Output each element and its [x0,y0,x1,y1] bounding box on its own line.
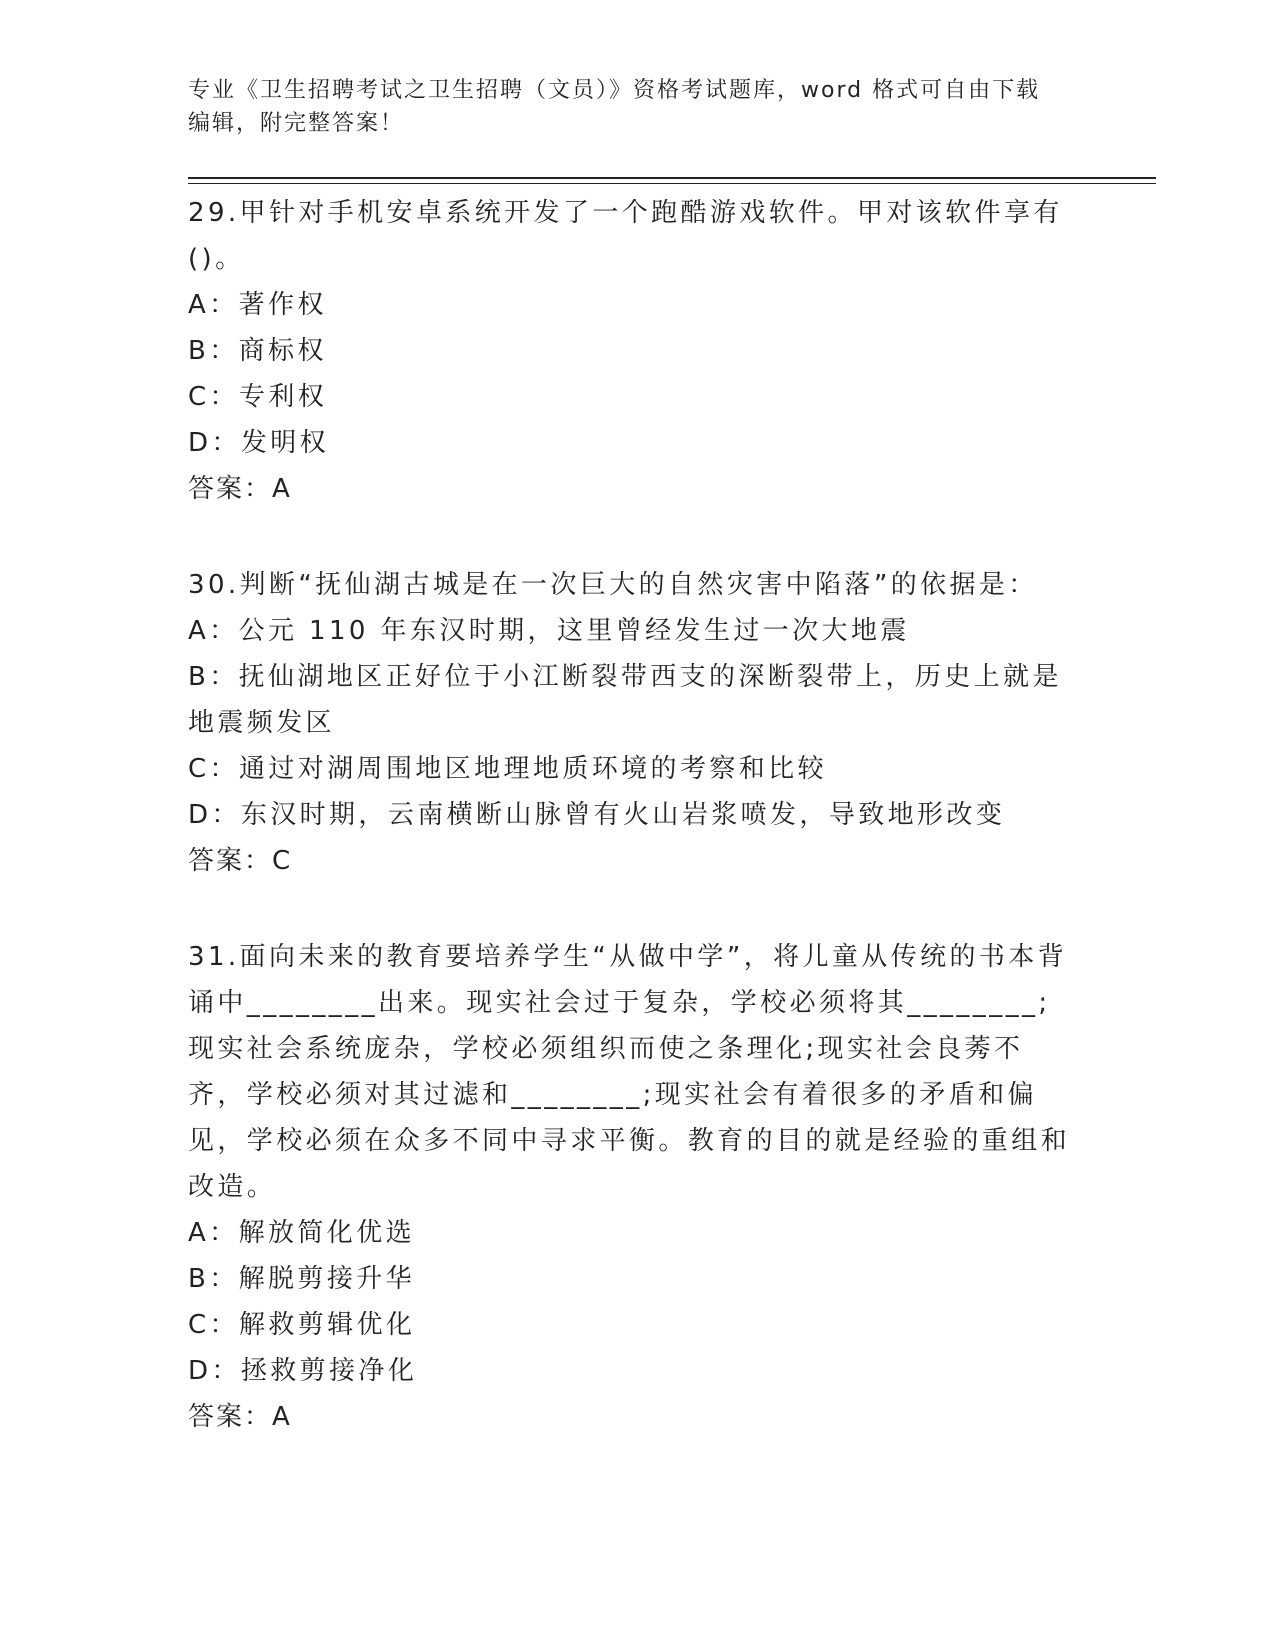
question-stem: 31.面向未来的教育要培养学生“从做中学”，将儿童从传统的书本背诵中________出来。现实社会过于复杂，学校必须将其________;现实社会系统庞杂，学校必须组织而使之条理化;现实社会良莠不齐，学校必须对其过滤和________;现实社会有着很多的矛盾和偏见，学校必须在众多不同中寻求平衡。教育的目的就是经验的重组和改造。 [188,942,1071,1202]
header-divider-thick [188,177,1156,179]
option-c: C：专利权 [188,382,328,412]
option-d: D：拯救剪接净化 [188,1356,418,1386]
header-line-1: 专业《卫生招聘考试之卫生招聘（文员）》资格考试题库，word 格式可自由下载 [188,78,1041,103]
answer: 答案：A [188,1402,292,1432]
answer: 答案：C [188,846,293,876]
question-31 [188,934,1078,1440]
header-divider-thin [188,183,1156,184]
question-30 [188,562,1078,884]
option-a: A：解放简化优选 [188,1218,415,1248]
option-b: B：抚仙湖地区正好位于小江断裂带西支的深断裂带上，历史上就是地震频发区 [188,662,1062,738]
header-line-2: 编辑，附完整答案！ [188,111,405,136]
question-stem: 30.判断“抚仙湖古城是在一次巨大的自然灾害中陷落”的依据是： [188,570,1038,600]
option-b: B：商标权 [188,336,327,366]
document-header [188,74,1068,140]
answer: 答案：A [188,474,292,504]
option-c: C：解救剪辑优化 [188,1310,416,1340]
option-d: D：东汉时期，云南横断山脉曾有火山岩浆喷发，导致地形改变 [188,800,1006,830]
option-a: A：公元 110 年东汉时期，这里曾经发生过一次大地震 [188,616,910,646]
question-list [188,190,1078,1490]
option-d: D：发明权 [188,428,330,458]
option-c: C：通过对湖周围地区地理地质环境的考察和比较 [188,754,827,784]
question-29 [188,190,1078,512]
option-b: B：解脱剪接升华 [188,1264,416,1294]
option-a: A：著作权 [188,290,327,320]
question-stem: 29.甲针对手机安卓系统开发了一个跑酷游戏软件。甲对该软件享有()。 [188,198,1063,274]
